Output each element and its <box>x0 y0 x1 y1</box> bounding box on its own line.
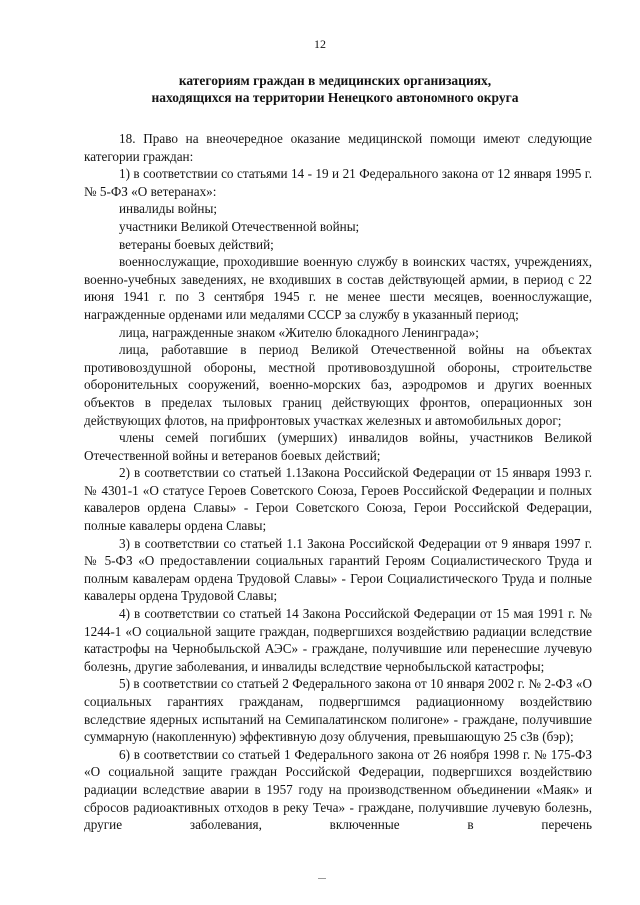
paragraph-item-2: 2) в соответствии со статьей 1.1Закона Российской Федерации от 15 января 1993 г. № 4301-1 «О статусе Героев Советского Союза, Героев Российской Федерации и полных кавалеров ордена Славы» - Герои Советского Союза, Герои Российской Федерации, полные кавалеры ордена Славы; <box>84 465 592 534</box>
section-title <box>100 72 570 106</box>
paragraph-item-6: 6) в соответствии со статьей 1 Федерального закона от 26 ноября 1998 г. № 175-ФЗ «О социальной защите граждан Российской Федерации, подвергшихся воздействию радиации вследствие аварии в 1957 году на производственном объединении «Маяк» и сбросов радиоактивных отходов в реку Теча» - граждане, получившие лучевую болезнь, другие заболевания, включенные в перечень <box>84 746 592 833</box>
title-line: находящихся на территории Ненецкого автономного округа <box>151 90 519 105</box>
page-number: 12 <box>314 37 326 51</box>
paragraph-leningrad-badge: лица, награжденные знаком «Жителю блокадного Ленинграда»; <box>119 324 479 340</box>
paragraph-item-3: 3) в соответствии со статьей 1.1 Закона Российской Федерации от 9 января 1997 г. № 5-ФЗ «О предоставлении социальных гарантий Героям Социалистического Труда и полным кавалерам ордена Трудовой Славы» - Герои Социалистического Труда и полные кавалеры ордена Трудовой Славы; <box>84 535 592 604</box>
paragraph-family-members: члены семей погибших (умерших) инвалидов войны, участников Великой Отечественной войны и ветеранов боевых действий; <box>84 430 592 463</box>
paragraph-war-participants: участники Великой Отечественной войны; <box>119 218 360 234</box>
scan-mark <box>318 878 326 879</box>
paragraph-war-invalids: инвалиды войны; <box>119 201 218 217</box>
paragraph-18-intro: 18. Право на внеочередное оказание медицинской помощи имеют следующие категории граждан: <box>84 131 592 164</box>
paragraph-combat-veterans: ветераны боевых действий; <box>119 236 274 252</box>
document-body <box>84 130 592 834</box>
paragraph-item-4: 4) в соответствии со статьей 14 Закона Российской Федерации от 15 мая 1991 г. № 1244-1 «О социальной защите граждан, подвергшихся воздействию радиации вследствие катастрофы на Чернобыльской АЭС» - граждане, получившие или перенесшие лучевую болезнь, другие заболевания, и инвалиды вследствие чернобыльской катастрофы; <box>84 606 592 674</box>
paragraph-item-1: 1) в соответствии со статьями 14 - 19 и 21 Федерального закона от 12 января 1995 г. № 5-ФЗ «О ветеранах»: <box>84 166 592 199</box>
paragraph-servicemen: военнослужащие, проходившие военную службу в воинских частях, учреждениях, военно-учебных заведениях, не входивших в состав действующей армии, в период с 22 июня 1941 г. по 3 сентября 1945 г. не менее шести месяцев, военнослужащие, награжденные орденами или медалями СССР за службу в указанный период; <box>84 254 592 322</box>
paragraph-defense-workers: лица, работавшие в период Великой Отечественной войны на объектах противовоздушной обороны, местной противовоздушной обороны, строительстве оборонительных сооружений, военно-морских баз, аэродромов и других военных объектов в пределах тыловых границ действующих фронтов, операционных зон действующих флотов, на прифронтовых участках железных и автомобильных дорог; <box>84 342 592 428</box>
title-line: категориям граждан в медицинских организациях, <box>178 73 492 88</box>
paragraph-item-5: 5) в соответствии со статьей 2 Федерального закона от 10 января 2002 г. № 2-ФЗ «О социальных гарантиях гражданам, подвергшимся радиационному воздействию вследствие ядерных испытаний на Семипалатинском полигоне» - граждане, получившие суммарную (накопленную) эффективную дозу облучения, превышающую 25 сЗв (бэр); <box>84 676 592 745</box>
